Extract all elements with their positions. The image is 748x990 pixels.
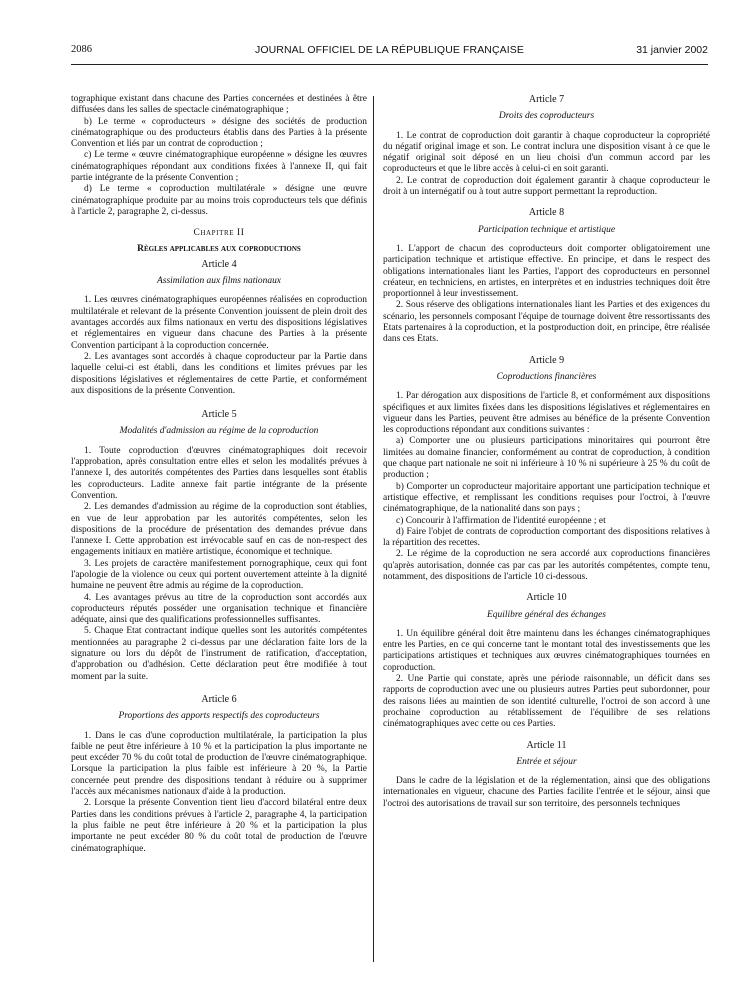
article-title: Coproductions financières	[496, 371, 597, 382]
article-paragraph: 2. Les demandes d'admission au régime de la coproduction sont établies, en vue de leur approbation par les autorités compétentes, selon les dispositions de la procédure de présentation des demandes prévue dans l'annexe I. Cette approbation est irrévocable sauf en cas de non-respect des engagements initiaux en matière artistique, économique et technique.	[71, 502, 367, 558]
issue-date: 31 janvier 2002	[636, 44, 708, 56]
article-paragraph: 1. Le contrat de coproduction doit garantir à chaque coproducteur la copropriété du négatif original image et son. Le contrat inclura une disposition visant à ce que le négatif original soit déposé en un lieu choisi d'un commun accord par les coproducteurs et que le libre accès à celui-ci en soit garanti.	[383, 130, 710, 175]
article-heading: Article 6	[201, 693, 237, 705]
article-title: Participation technique et artistique	[477, 224, 616, 235]
article-heading: Article 7	[528, 94, 565, 105]
article-heading: Article 11	[526, 739, 567, 751]
right-column	[383, 94, 710, 810]
definition-paragraph: b) Le terme « coproducteurs » désigne des sociétés de production cinématographique ou des producteurs établis dans des Parties à la présente Convention et liés par un contrat de coproduction ;	[71, 116, 367, 150]
intro-paragraph: tographique existant dans chacune des Parties concernées et destinées à être diffusées dans les salles de spectacle cinématographique ;	[71, 94, 367, 116]
article-paragraph: 3. Les projets de caractère manifestement pornographique, ceux qui font l'apologie de la violence ou ceux qui portent ouvertement atteinte à la dignité humaine ne peuvent être admis au régime de la coproduction.	[71, 558, 367, 592]
article-paragraph: Dans le cadre de la législation et de la réglementation, ainsi que des obligations internationales en vigueur, chacune des Parties facilite l'entrée et le séjour, ainsi que l'octroi des autorisations de travail sur son territoire, des personnels techniques	[383, 776, 710, 809]
article-heading: Article 8	[528, 207, 565, 219]
article-heading: Article 4	[201, 258, 237, 270]
article-paragraph: 4. Les avantages prévus au titre de la coproduction sont accordés aux coproducteurs réputés posséder une organisation technique et financière adéquate, ainsi que des qualifications professionnelles suffisantes.	[71, 592, 367, 626]
page-number: 2086	[71, 44, 92, 55]
definition-paragraph: d) Le terme « coproduction multilatérale » désigne une œuvre cinématographique produite par au moins trois coproducteurs tels que définis à l'article 2, paragraphe 2, ci-dessus.	[71, 184, 367, 217]
journal-title: JOURNAL OFFICIEL DE LA RÉPUBLIQUE FRANÇAISE	[255, 44, 524, 56]
definition-paragraph: c) Le terme « œuvre cinématographique européenne » désigne les œuvres cinématographiques répondant aux conditions fixées à l'annexe II, qui fait partie intégrante de la présente Convention ;	[71, 150, 367, 184]
article-paragraph: 1. L'apport de chacun des coproducteurs doit comporter obligatoirement une participation technique et artistique effective. En principe, et dans le respect des obligations internationales liant les Parties, l'apport des coproducteurs en personnel créateur, en techniciens, en artistes, en interprètes et en industries techniques doit être proportionnel à leur investissement.	[383, 243, 710, 300]
article-paragraph: 2. Sous réserve des obligations internationales liant les Parties et des exigences du scénario, les personnels composant l'équipe de tournage doivent être ressortissants des Etats partenaires à la coproduction, et la postproduction doit, en principe, être réalisée dans ces Etats.	[383, 300, 710, 345]
article-heading: Article 10	[526, 592, 567, 604]
chapter-label: Chapitre II	[193, 228, 245, 239]
article-paragraph: c) Concourir à l'affirmation de l'identité européenne ; et	[396, 515, 606, 526]
article-paragraph: 1. Un équilibre général doit être maintenu dans les échanges cinématographiques entre les Parties, en ce qui concerne tant le montant total des investissements que les participations artistiques et techniques aux œuvres cinématographiques tournées en coproduction.	[383, 628, 710, 673]
article-title: Equilibre général des échanges	[487, 609, 606, 620]
article-paragraph: 2. Les avantages sont accordés à chaque coproducteur par la Partie dans laquelle celui-ci est établi, dans les conditions et limites prévues par les dispositions législatives et réglementaires de cette Partie, et conformément aux dispositions de la présente Convention.	[71, 351, 367, 396]
article-title: Assimilation aux films nationaux	[157, 276, 281, 287]
article-paragraph: b) Comporter un coproducteur majoritaire apportant une participation technique et artistique effective, et remplissant les conditions requises pour l'octroi, à l'œuvre cinématographique, de la nationalité dans son pays ;	[383, 481, 710, 515]
article-paragraph: 2. Une Partie qui constate, après une période raisonnable, un déficit dans ses rapports de coproduction avec une ou plusieurs autres Parties peut subordonner, pour des raisons liées au maintien de son identité culturelle, l'octroi de son accord à une prochaine coproduction au rétablissement de l'équilibre de ses relations cinématographiques avec cette ou ces Parties.	[383, 674, 710, 730]
article-heading: Article 5	[201, 409, 237, 421]
article-title: Droits des coproducteurs	[498, 111, 595, 122]
article-paragraph: 1. Dans le cas d'une coproduction multilatérale, la participation la plus faible ne peut être inférieure à 10 % et la participation la plus importante ne peut excéder 70 % du coût total de production de l'œuvre cinématographique. Lorsque la participation la plus faible est inférieure à 20 %, la Partie concernée peut prendre des dispositions tendant à réduire ou à supprimer l'accès aux mécanismes nationaux d'aide à la production.	[71, 730, 367, 798]
article-heading: Article 9	[528, 354, 565, 366]
page-header	[71, 44, 708, 60]
article-paragraph: 5. Chaque Etat contractant indique quelles sont les autorités compétentes mentionnées au paragraphe 2 ci-dessus par une déclaration faite lors de la signature ou lors du dépôt de l'instrument de ratification, d'acceptation, d'approbation ou d'adhésion. Cette déclaration peut être modifiée à tout moment par la suite.	[71, 626, 367, 682]
article-title: Modalités d'admission au régime de la coproduction	[119, 426, 319, 437]
article-paragraph: a) Comporter une ou plusieurs participations minoritaires qui pourront être limitées au domaine financier, conformément au contrat de coproduction, à condition que chaque part nationale ne soit ni inférieure à 10 % ni supérieure à 25 % du coût de production ;	[383, 436, 710, 481]
article-paragraph: 1. Les œuvres cinématographiques européennes réalisées en coproduction multilatérale et relevant de la présente Convention jouissent de plein droit des avantages accordés aux films nationaux en vertu des dispositions législatives et réglementaires en vigueur dans chacune des Parties à la présente Convention participant à la coproduction concernée.	[71, 295, 367, 351]
column-separator	[373, 96, 374, 962]
article-paragraph: 2. Le contrat de coproduction doit également garantir à chaque coproducteur le droit à un internégatif ou à tout autre support permettant la reproduction.	[383, 175, 710, 198]
article-paragraph: 2. Lorsque la présente Convention tient lieu d'accord bilatéral entre deux Parties dans les conditions prévues à l'article 2, paragraphe 4, la participation la plus faible ne peut être inférieure à 20 % et la participation la plus importante ne peut excéder 80 % du coût total de production de l'œuvre cinématographique.	[71, 798, 367, 854]
left-column	[71, 94, 367, 855]
article-paragraph: 1. Par dérogation aux dispositions de l'article 8, et conformément aux dispositions spécifiques et aux limites fixées dans les dispositions législatives et réglementaires en vigueur dans les Parties, peuvent être admises au bénéfice de la présente Convention les coproductions répondant aux conditions suivantes :	[383, 391, 710, 436]
article-title: Proportions des apports respectifs des coproducteurs	[118, 711, 320, 722]
chapter-title: Règles applicables aux coproductions	[137, 243, 301, 254]
article-paragraph: 2. Le régime de la coproduction ne sera accordé aux coproductions financières qu'après autorisation, donnée cas par cas par les autorités compétentes, compte tenu, notamment, des dispositions de l'article 10 ci-dessous.	[383, 549, 710, 582]
article-paragraph: 1. Toute coproduction d'œuvres cinématographiques doit recevoir l'approbation, après consultation entre elles et selon les modalités prévues à l'annexe I, des autorités compétentes des Parties dans lesquelles sont établis les coproducteurs. Ladite annexe fait partie intégrante de la présente Convention.	[71, 445, 367, 501]
article-title: Entrée et séjour	[516, 756, 577, 767]
header-rule	[71, 64, 708, 65]
article-paragraph: d) Faire l'objet de contrats de coproduction comportant des dispositions relatives à la répartition des recettes.	[383, 526, 710, 549]
